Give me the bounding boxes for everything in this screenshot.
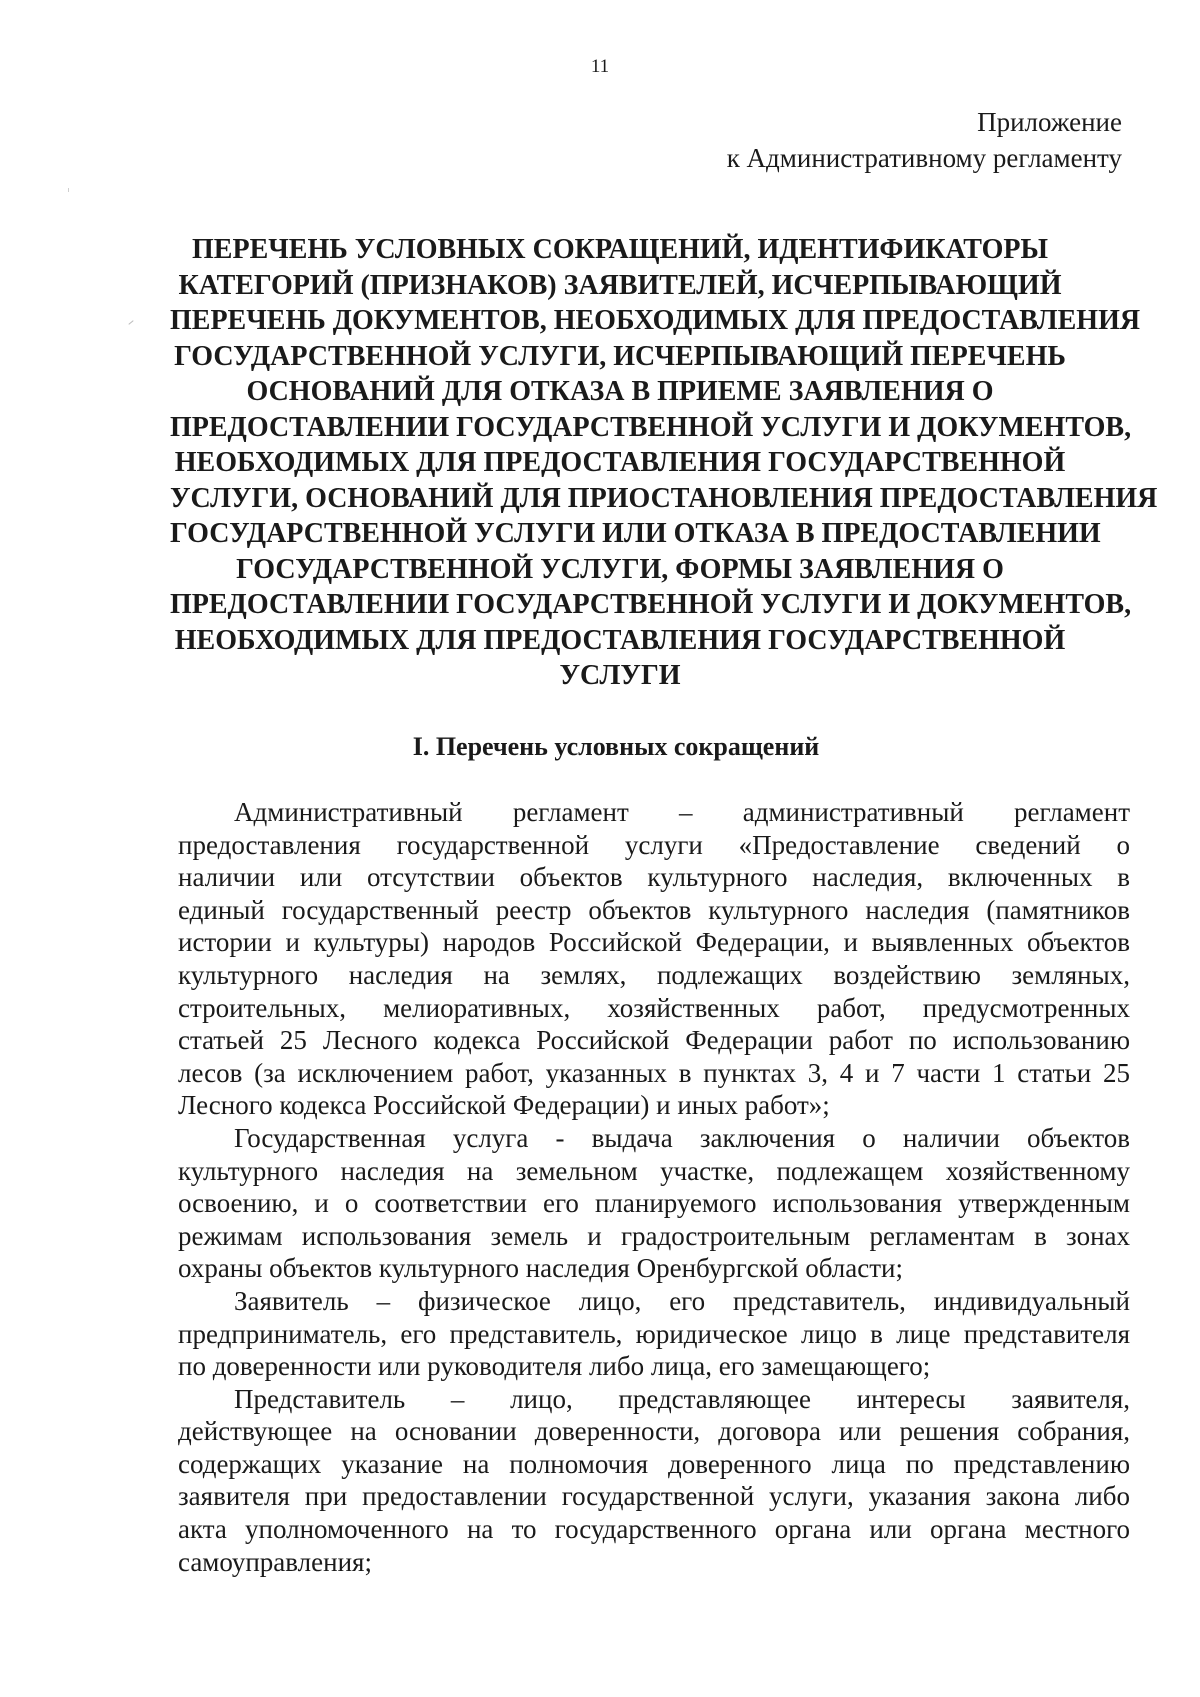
- title-line: ГОСУДАРСТВЕННОЙ УСЛУГИ, ИСЧЕРПЫВАЮЩИЙ ПЕРЕЧЕНЬ: [174, 340, 1066, 372]
- text-line: лесов (за исключением работ, указанных в пунктах 3, 4 и 7 части 1 статьи 25: [178, 1057, 1130, 1088]
- title-line: УСЛУГИ: [559, 660, 681, 691]
- text-line: Представитель – лицо, представляющее интересы заявителя,: [234, 1383, 1130, 1414]
- title-line: ГОСУДАРСТВЕННОЙ УСЛУГИ, ФОРМЫ ЗАЯВЛЕНИЯ О: [236, 553, 1004, 585]
- text-line: охраны объектов культурного наследия Оренбургской области;: [178, 1253, 903, 1284]
- text-line: заявителя при предоставлении государственной услуги, указания закона либо: [178, 1481, 1130, 1512]
- paragraph-representative: [178, 1383, 1130, 1579]
- document-title: [170, 232, 1158, 694]
- page-number: 11: [590, 56, 610, 77]
- appendix-line: Приложение: [977, 107, 1122, 137]
- title-line: НЕОБХОДИМЫХ ДЛЯ ПРЕДОСТАВЛЕНИЯ ГОСУДАРСТВЕННОЙ: [174, 447, 1066, 478]
- text-line: самоуправления;: [178, 1546, 372, 1577]
- title-line: ПЕРЕЧЕНЬ УСЛОВНЫХ СОКРАЩЕНИЙ, ИДЕНТИФИКАТОРЫ: [192, 234, 1048, 265]
- title-line: ОСНОВАНИЙ ДЛЯ ОТКАЗА В ПРИЕМЕ ЗАЯВЛЕНИЯ О: [246, 376, 994, 407]
- text-line: режимам использования земель и градостроительным регламентам в зонах: [178, 1220, 1130, 1251]
- scan-mark: [128, 320, 133, 325]
- text-line: истории и культуры) народов Российской Федерации, и выявленных объектов: [178, 927, 1130, 958]
- appendix-line: к Административному регламенту: [726, 143, 1122, 173]
- text-line: действующее на основании доверенности, договора или решения собрания,: [178, 1416, 1130, 1447]
- title-line: ГОСУДАРСТВЕННОЙ УСЛУГИ ИЛИ ОТКАЗА В ПРЕДОСТАВЛЕНИИ: [170, 518, 1101, 549]
- text-line: культурного наследия на земельном участке, подлежащем хозяйственному: [178, 1155, 1130, 1186]
- text-line: Государственная услуга - выдача заключения о наличии объектов: [234, 1122, 1130, 1153]
- text-line: предоставления государственной услуги «Предоставление сведений о: [178, 829, 1130, 860]
- title-line: КАТЕГОРИЙ (ПРИЗНАКОВ) ЗАЯВИТЕЛЕЙ, ИСЧЕРПЫВАЮЩИЙ: [178, 269, 1062, 301]
- text-line: наличии или отсутствии объектов культурного наследия, включенных в: [178, 862, 1130, 893]
- text-line: культурного наследия на землях, подлежащих воздействию земляных,: [178, 959, 1130, 990]
- text-line: освоению, и о соответствии его планируемого использования утвержденным: [178, 1188, 1130, 1219]
- body-text: [178, 796, 1130, 1578]
- text-line: предприниматель, его представитель, юридическое лицо в лице представителя: [178, 1318, 1130, 1349]
- paragraph-state-service: [178, 1122, 1130, 1285]
- text-line: единый государственный реестр объектов культурного наследия (памятников: [178, 894, 1130, 925]
- paragraph-administrative-regulation: [178, 796, 1130, 1122]
- text-line: статьей 25 Лесного кодекса Российской Федерации работ по использованию: [178, 1025, 1130, 1056]
- text-line: строительных, мелиоративных, хозяйственных работ, предусмотренных: [178, 992, 1130, 1023]
- scan-speck: [68, 188, 69, 192]
- title-line: ПЕРЕЧЕНЬ ДОКУМЕНТОВ, НЕОБХОДИМЫХ ДЛЯ ПРЕДОСТАВЛЕНИЯ: [170, 305, 1141, 336]
- text-line: по доверенности или руководителя либо лица, его замещающего;: [178, 1351, 931, 1382]
- text-line: Заявитель – физическое лицо, его представитель, индивидуальный: [234, 1285, 1130, 1316]
- appendix-note: [727, 104, 1122, 176]
- text-line: Административный регламент – административный регламент: [234, 797, 1130, 827]
- paragraph-applicant: [178, 1285, 1130, 1383]
- text-line: акта уполномоченного на то государственного органа или органа местного: [178, 1514, 1130, 1545]
- title-line: УСЛУГИ, ОСНОВАНИЙ ДЛЯ ПРИОСТАНОВЛЕНИЯ ПРЕДОСТАВЛЕНИЯ: [170, 482, 1158, 514]
- section-heading: I. Перечень условных сокращений: [412, 732, 820, 761]
- title-line: ПРЕДОСТАВЛЕНИИ ГОСУДАРСТВЕННОЙ УСЛУГИ И ДОКУМЕНТОВ,: [170, 411, 1132, 443]
- text-line: Лесного кодекса Российской Федерации) и иных работ»;: [178, 1090, 830, 1121]
- title-line: ПРЕДОСТАВЛЕНИИ ГОСУДАРСТВЕННОЙ УСЛУГИ И ДОКУМЕНТОВ,: [170, 589, 1132, 620]
- text-line: содержащих указание на полномочия доверенного лица по представлению: [178, 1448, 1130, 1479]
- title-line: НЕОБХОДИМЫХ ДЛЯ ПРЕДОСТАВЛЕНИЯ ГОСУДАРСТВЕННОЙ: [174, 624, 1066, 656]
